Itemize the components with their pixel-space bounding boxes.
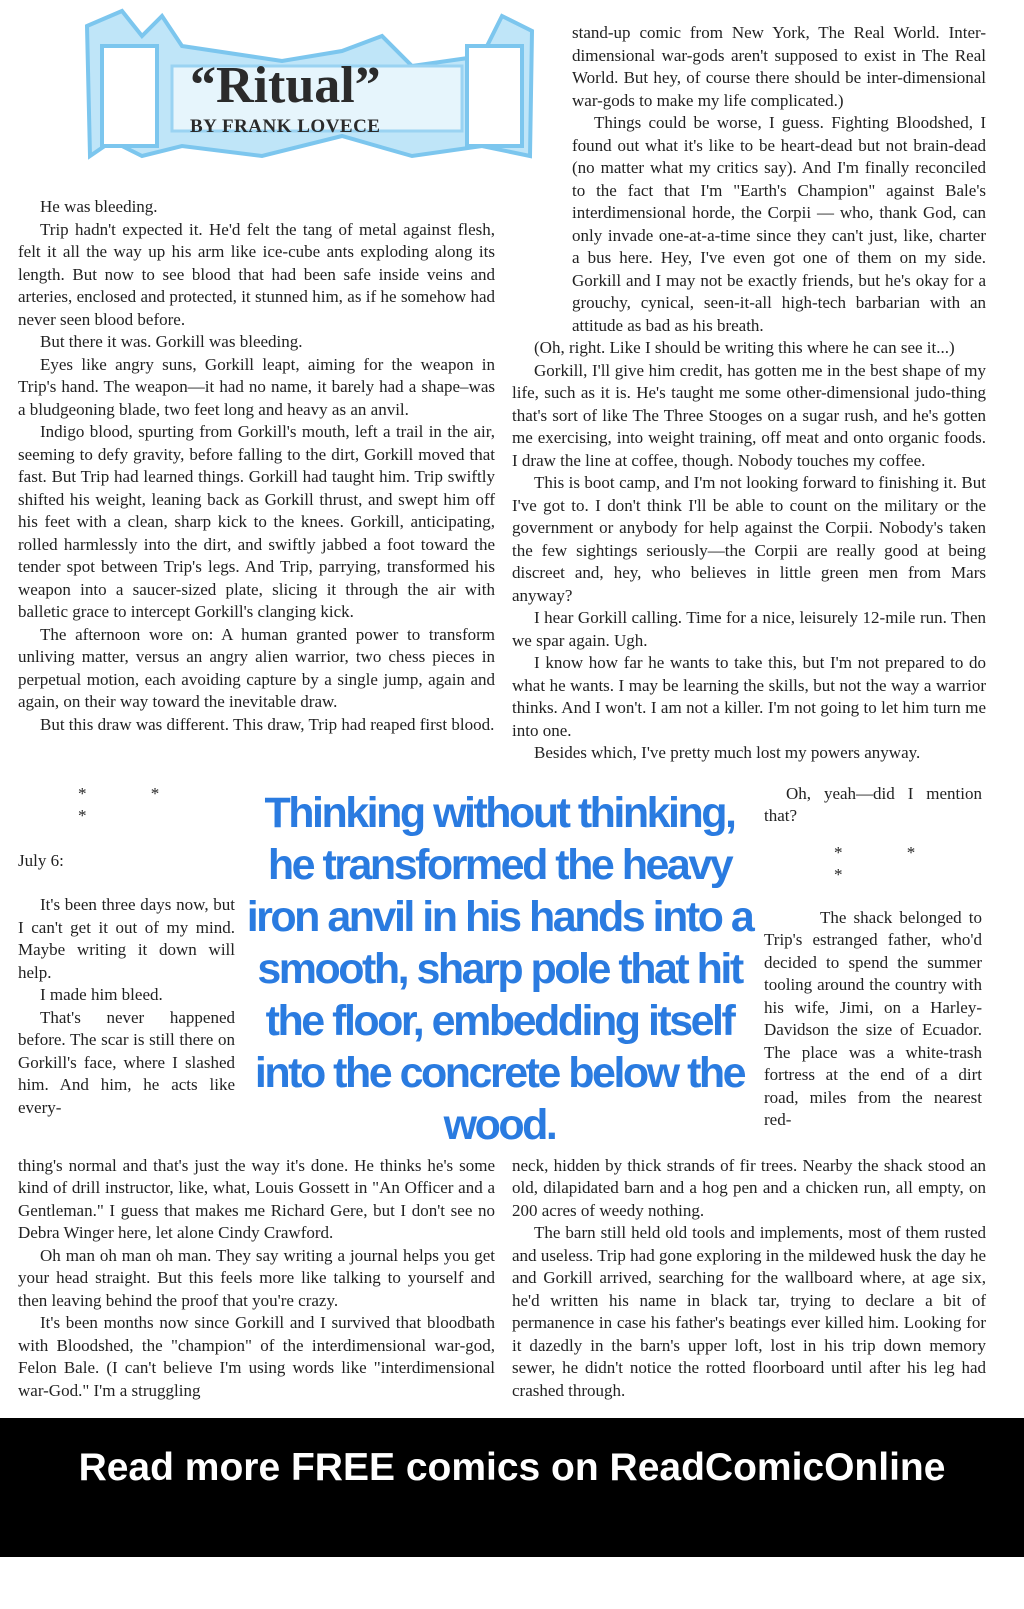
paragraph: thing's normal and that's just the way it's done. He thinks he's some kind of drill instructor, like, what, Louis Gossett in "An Officer and a Gentleman." I guess that makes me Richard Gere, but I don't see no Debra Winger here, let alone Cindy Crawford. xyxy=(18,1155,495,1242)
section-break: * * * xyxy=(78,783,190,825)
top-section xyxy=(18,0,986,765)
paragraph: I know how far he wants to take this, but I'm not prepared to do what he wants. I may be learning the skills, but not the way a warrior thinks. And I won't. I am not a killer. I'm not going to let him turn me into one. xyxy=(512,653,986,740)
paragraph: Besides which, I've pretty much lost my powers anyway. xyxy=(534,743,921,762)
left-column-top xyxy=(18,196,495,736)
paragraph: But there it was. Gorkill was bleeding. xyxy=(40,332,303,351)
paragraph: This is boot camp, and I'm not looking forward to finishing it. But I've got to. I don't think I'll be able to count on the military or the government or anybody for help against the Corpii. Nobody's taken the few sightings seriously—the Corpii are really good at being discreet and, hey, who believes in little green men from Mars anyway? xyxy=(512,473,986,605)
left-top-area xyxy=(18,0,495,736)
paragraph: Gorkill, I'll give him credit, has gotten me in the best shape of my life, such as it is. He's taught me some other-dimensional judo-thing that's sort of like The Three Stooges on a sugar rush, and he's gotten me exercising, into weight training, off meat and onto organic foods. I draw the line at coffee, though. Nobody touches my coffee. xyxy=(512,360,986,470)
journal-date: July 6: xyxy=(18,850,64,870)
promo-banner[interactable] xyxy=(0,1418,1024,1557)
paragraph: Oh man oh man oh man. They say writing a journal helps you get your head straight. But this feels more like talking to yourself and then leaving behind the proof that you're crazy. xyxy=(18,1245,495,1310)
paragraph: Eyes like angry suns, Gorkill leapt, aiming for the weapon in Trip's hand. The weapon—it had no name, it barely had a shape–was a bludgeoning blade, two feet long and heavy as an anvil. xyxy=(18,354,495,419)
section-break: * * * xyxy=(834,842,946,884)
story-logo xyxy=(18,0,495,196)
right-column-top xyxy=(512,0,986,765)
paragraph: I hear Gorkill calling. Time for a nice, leisurely 12-mile run. Then we spar again. Ugh. xyxy=(512,608,986,650)
paragraph: But this draw was different. This draw, Trip had reaped first blood. xyxy=(40,714,495,734)
bottom-section xyxy=(18,1155,986,1403)
left-column-bottom xyxy=(18,1155,495,1403)
paragraph: It's been months now since Gorkill and I survived that bloodbath with Bloodshed, the "champion" of the interdimensional war-god, Felon Bale. (I can't believe I'm using words like "interdimensional war-God." I'm a struggling xyxy=(18,1313,495,1400)
middle-section xyxy=(18,783,986,1151)
paragraph: The afternoon wore on: A human granted power to transform unliving matter, versus an angry alien warrior, two chess pieces in perpetual motion, each avoiding capture by a single jump, again and again, on their way toward the inevitable draw. xyxy=(18,624,495,711)
pull-quote: Thinking without thinking, he transformed the heavy iron anvil in his hands into a smooth, sharp pole that hit the floor, embedding itself into the concrete below the wood. xyxy=(246,788,753,1149)
paragraph: He was bleeding. xyxy=(40,197,158,216)
promo-banner-text[interactable]: Read more FREE comics on ReadComicOnline xyxy=(78,1446,946,1489)
left-column-middle xyxy=(18,783,235,1120)
paragraph: Trip hadn't expected it. He'd felt the tang of metal against flesh, felt it all the way up his arm like ice-cube ants exploding along its length. But now to see blood that had been safe inside veins and arteries, enclosed and protected, it stunned him, as if he somehow had never seen blood before. xyxy=(18,219,495,329)
paragraph: That's never happened before. The scar is still there on Gorkill's face, where I slashed him. And him, he acts like every- xyxy=(18,1007,235,1117)
story-title: “Ritual” xyxy=(190,57,381,114)
paragraph: I made him bleed. xyxy=(40,985,163,1004)
paragraph: Indigo blood, spurting from Gorkill's mouth, left a trail in the air, seeming to defy gravity, before falling to the dirt, Gorkill moved that fast. But Trip had learned things. Gorkill had taught him. Trip swiftly shifted his weight, leaning back as Gorkill thrust, and swept him off his feet with a clean, sharp kick to the knees. Gorkill, anticipating, rolled harmlessly into the dirt, and swiftly jabbed a foot toward the tender spot between Trip's legs. And Trip, parrying, transformed his weapon into a saucer-sized plate, slicing it through the air with balletic grace to intercept Gorkill's clanging kick. xyxy=(18,422,495,621)
paragraph: Oh, yeah—did I mention that? xyxy=(764,783,982,825)
story-byline: BY FRANK LOVECE xyxy=(190,116,381,137)
paragraph: The barn still held old tools and implements, most of them rusted and useless. Trip had gone exploring in the mildewed husk the day he and Gorkill arrived, searching for the wallboard where, at age six, he'd written his name in black tar, trying to declare a bit of permanence in case his father's beatings ever killed him. Looking for it dazedly in the barn's upper loft, lost in his trip down memory sewer, he didn't notice the rotted floorboard until after his leg had crashed through. xyxy=(512,1223,986,1400)
paragraph: stand-up comic from New York, The Real World. Inter-dimensional war-gods aren't supposed to exist in The Real World. But hey, of course there should be inter-dimensional war-gods to make my life complicated.) xyxy=(572,23,986,110)
paragraph: Things could be worse, I guess. Fighting Bloodshed, I found out what it's like to be heart-dead but not brain-dead (no matter what my critics say). And I'm finally reconciled to the fact that I'm "Earth's Champion" against Bale's interdimensional horde, the Corpii — who, thank God, can only invade one-at-a-time since they can't just, like, charter a bus here. Hey, I've even got one of them on my side. Gorkill and I may not be exactly friends, but he's okay for a grouchy, cynical, seen-it-all high-tech barbarian with an attitude as bad as his breath. xyxy=(572,113,986,335)
right-column-middle xyxy=(764,783,982,1132)
paragraph: neck, hidden by thick strands of fir trees. Nearby the shack stood an old, dilapidated barn and a hog pen and a chicken run, all empty, on 200 acres of weedy nothing. xyxy=(512,1155,986,1220)
paragraph: The shack belonged to Trip's estranged father, who'd decided to spend the summer tooling around the country with his wife, Jimi, on a Harley-Davidson the size of Ecuador. The place was a white-trash fortress at the end of a dirt road, miles from the nearest red- xyxy=(764,907,982,1129)
paragraph: (Oh, right. Like I should be writing this where he can see it...) xyxy=(534,338,955,357)
right-column-bottom xyxy=(512,1155,986,1403)
paragraph: It's been three days now, but I can't get it out of my mind. Maybe writing it down will help. xyxy=(18,895,235,982)
